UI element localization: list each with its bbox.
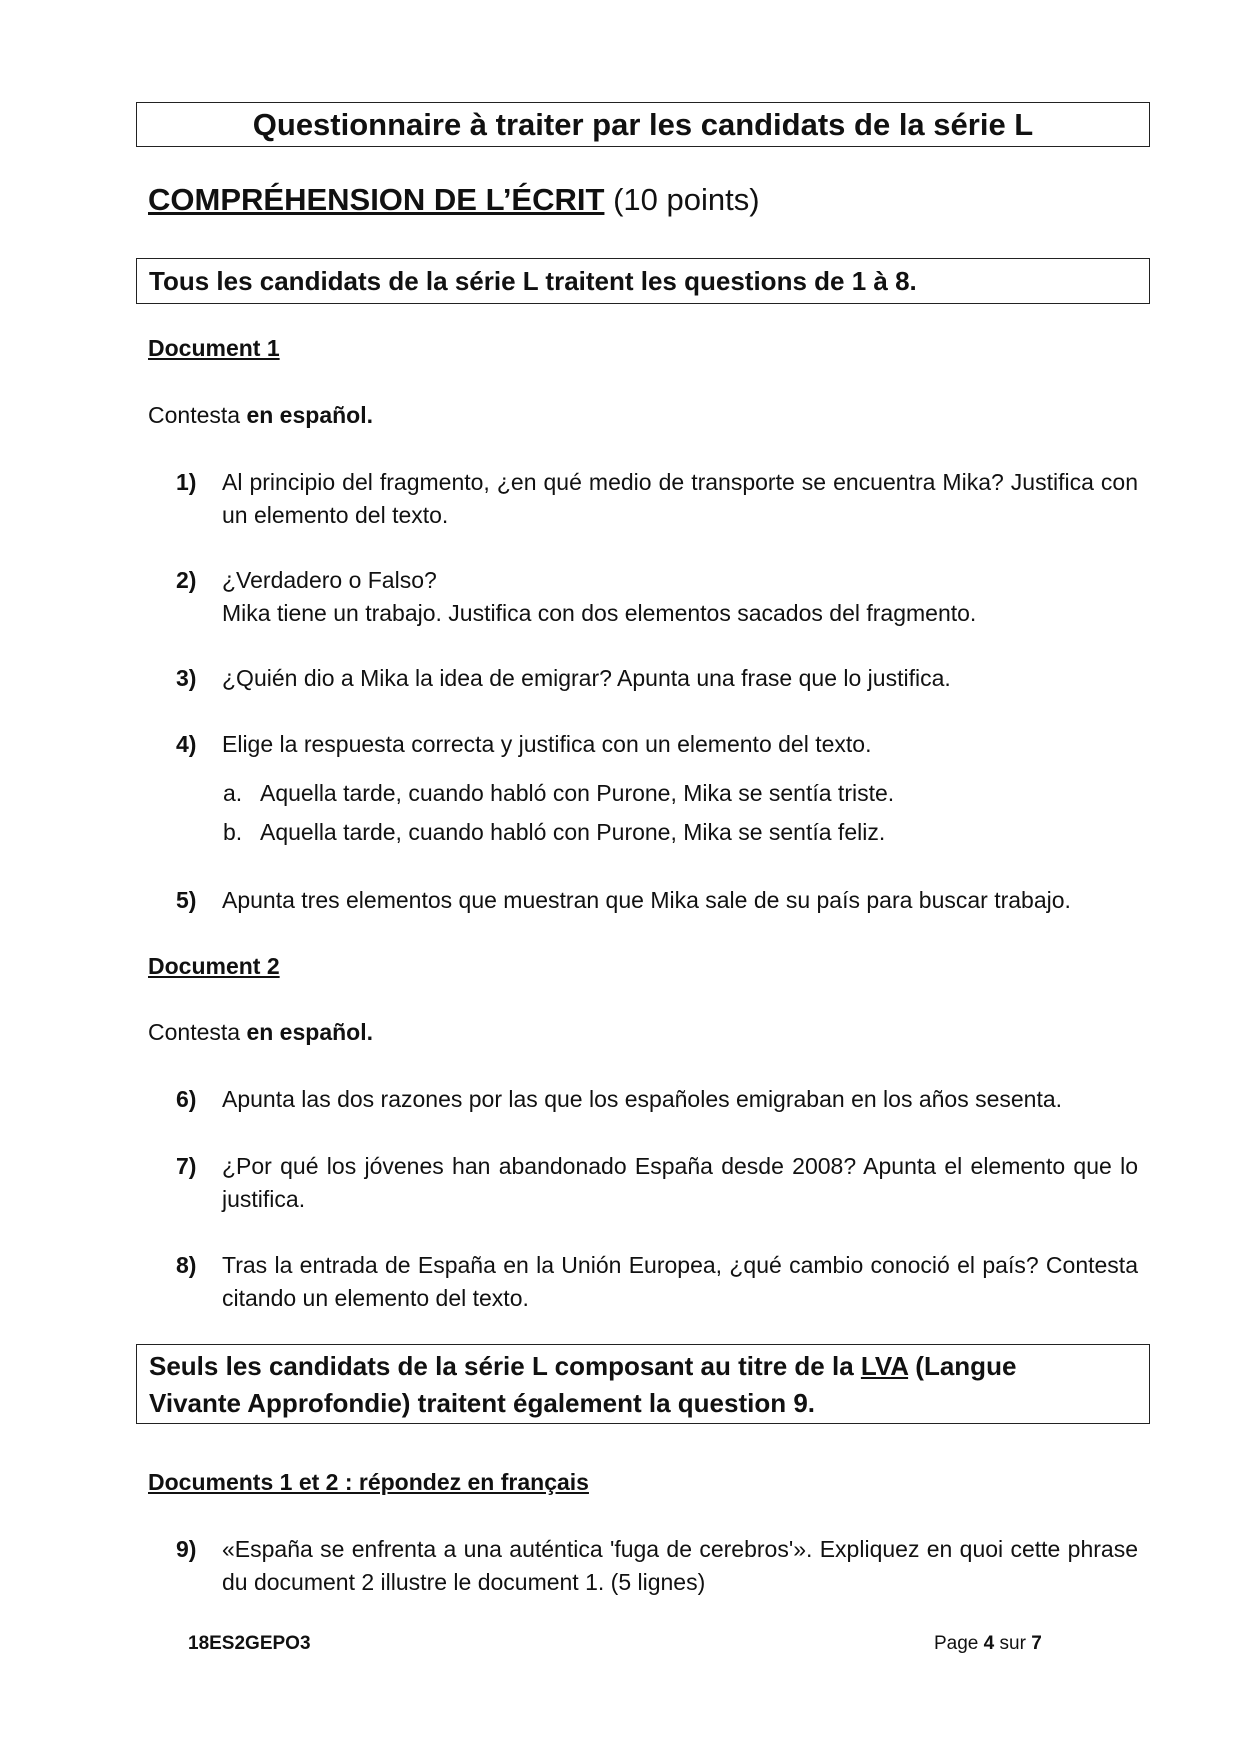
question-text: ¿Por qué los jóvenes han abandonado España desde 2008? Apunta el elemento que lo justifica. [222,1153,1138,1212]
option-b [223,817,885,847]
instruction-lva-part2: (Langue [908,1351,1017,1381]
question-1 [176,466,1138,532]
page-current: 4 [983,1633,995,1654]
document-2-heading: Document 2 [148,953,280,979]
instruction-all-text: Tous les candidats de la série L traitent les questions de 1 à 8. [149,266,917,296]
question-2 [176,564,1138,630]
question-number: 3) [176,665,197,691]
question-number: 4) [176,731,197,757]
instruction-language: en español. [246,1019,373,1045]
question-5 [176,884,1138,917]
question-4 [176,728,1138,761]
section-title: COMPRÉHENSION DE L’ÉCRIT [148,182,605,217]
instruction-lva-abbrev: LVA [860,1351,909,1381]
section-heading [148,180,760,220]
question-8 [176,1249,1138,1315]
question-text: Apunta las dos razones por las que los españoles emigraban en los años sesenta. [222,1086,1063,1112]
question-number: 8) [176,1252,197,1278]
option-a [223,778,894,808]
instruction-prefix: Contesta [148,1019,241,1045]
question-text-line2: Mika tiene un trabajo. Justifica con dos elementos sacados del fragmento. [222,600,977,626]
instruction-box-lva [136,1344,1150,1424]
instruction-lva-line2: Vivante Approfondie) traitent également la question 9. [149,1388,815,1418]
question-text: «España se enfrenta a una auténtica 'fuga de cerebros'». Expliquez en quoi cette phrase du document 2 illustre le document 1. (5 lignes) [222,1536,1138,1595]
document-1-heading: Document 1 [148,335,280,361]
section-points: (10 points) [613,182,760,217]
question-number: 5) [176,887,197,913]
instruction-box-all [136,258,1150,304]
title-box [136,102,1150,147]
instruction-lva-line1 [149,1347,1016,1385]
question-number: 9) [176,1536,197,1562]
page-total: 7 [1031,1633,1042,1654]
question-7 [176,1150,1138,1216]
instruction-language: en español. [246,402,373,428]
footer-code: 18ES2GEPO3 [188,1633,311,1654]
document-1-instruction [148,400,373,430]
question-number: 2) [176,567,197,593]
documents-both-heading: Documents 1 et 2 : répondez en français [148,1469,589,1495]
question-9 [176,1533,1138,1599]
instruction-lva-part1: Seuls les candidats de la série L composant au titre de la [149,1351,861,1381]
page-of: sur [999,1633,1026,1654]
option-text: Aquella tarde, cuando habló con Purone, Mika se sentía feliz. [260,819,886,845]
question-text: Al principio del fragmento, ¿en qué medio de transporte se encuentra Mika? Justifica con un elemento del texto. [222,469,1138,528]
footer-page-number [934,1631,1042,1657]
question-text-line1: ¿Verdadero o Falso? [222,567,437,593]
page-title: Questionnaire à traiter par les candidats de la série L [252,107,1034,142]
question-text: Apunta tres elementos que muestran que Mika sale de su país para buscar trabajo. [222,887,1071,913]
option-text: Aquella tarde, cuando habló con Purone, Mika se sentía triste. [260,780,895,806]
page-label: Page [934,1633,979,1654]
document-2-instruction [148,1017,373,1047]
question-number: 1) [176,469,197,495]
question-3 [176,662,1138,695]
question-text: Elige la respuesta correcta y justifica con un elemento del texto. [222,731,872,757]
question-text: Tras la entrada de España en la Unión Europea, ¿qué cambio conoció el país? Contesta citando un elemento del texto. [222,1252,1138,1311]
question-6 [176,1083,1138,1116]
instruction-prefix: Contesta [148,402,241,428]
option-letter: a. [223,780,243,806]
question-number: 6) [176,1086,197,1112]
option-letter: b. [223,819,243,845]
question-number: 7) [176,1153,197,1179]
question-text: ¿Quién dio a Mika la idea de emigrar? Apunta una frase que lo justifica. [222,665,951,691]
